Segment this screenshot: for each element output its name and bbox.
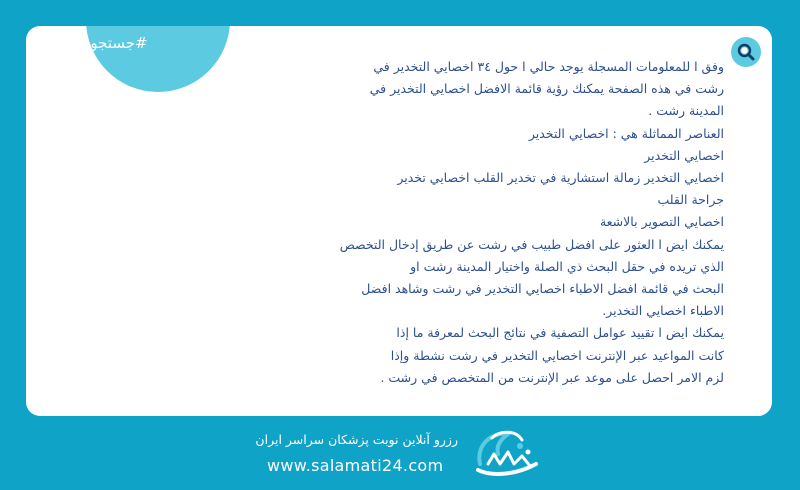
article-text (264, 56, 724, 389)
footer-tagline: رزرو آنلاین نوبت پزشکان سراسر ایران (255, 432, 458, 447)
text-line: اخصايي التخدير (644, 147, 724, 163)
text-line: كانت المواعيد عبر الإنترنت اخصايي التخدير في رشت نشطة وإذا (390, 347, 724, 363)
text-line: العناصر المماثلة هي : اخصايي التخدير (528, 125, 724, 141)
search-button[interactable] (731, 37, 761, 67)
content-card (26, 26, 772, 416)
hashtag-label[interactable]: #جستجو (90, 34, 148, 52)
text-line: يمكنك ايض ا العثور على افضل طبيب في رشت عن طريق إدخال التخصص (339, 236, 724, 252)
footer (0, 416, 800, 490)
text-line: المدينة رشت . (648, 103, 724, 119)
text-line: اخصايي التخدير زمالة استشارية في تخدير القلب اخصايي تخدير (397, 170, 724, 186)
text-line: يمكنك ايض ا تقييد عوامل التصفية في نتائج البحث لمعرفة ما إذا (396, 325, 724, 341)
text-line: رشت في هذه الصفحة يمكنك رؤية قائمة الافضل اخصايي التخدير في (369, 81, 724, 97)
text-line: الاطباء اخصايي التخدير. (602, 303, 724, 319)
text-line: البحث في قائمة افضل الاطباء اخصايي التخدير في رشت وشاهد افضل (361, 281, 724, 297)
salamati-logo-icon[interactable] (470, 424, 542, 484)
text-line: وفق ا للمعلومات المسجلة يوجد حالي ا حول ٣٤ اخصايي التخدير في (373, 59, 724, 74)
text-line: لزم الامر احصل على موعد عبر الإنترنت من المتخصص في رشت . (380, 369, 724, 385)
text-line: الذي تريده في حقل البحث ذي الصلة واختيار المدينة رشت او (410, 258, 724, 274)
text-line: جراحة القلب (657, 192, 724, 208)
footer-url[interactable]: www.salamati24.com (267, 456, 444, 475)
text-line: اخصايي التصوير بالاشعة (599, 214, 724, 230)
